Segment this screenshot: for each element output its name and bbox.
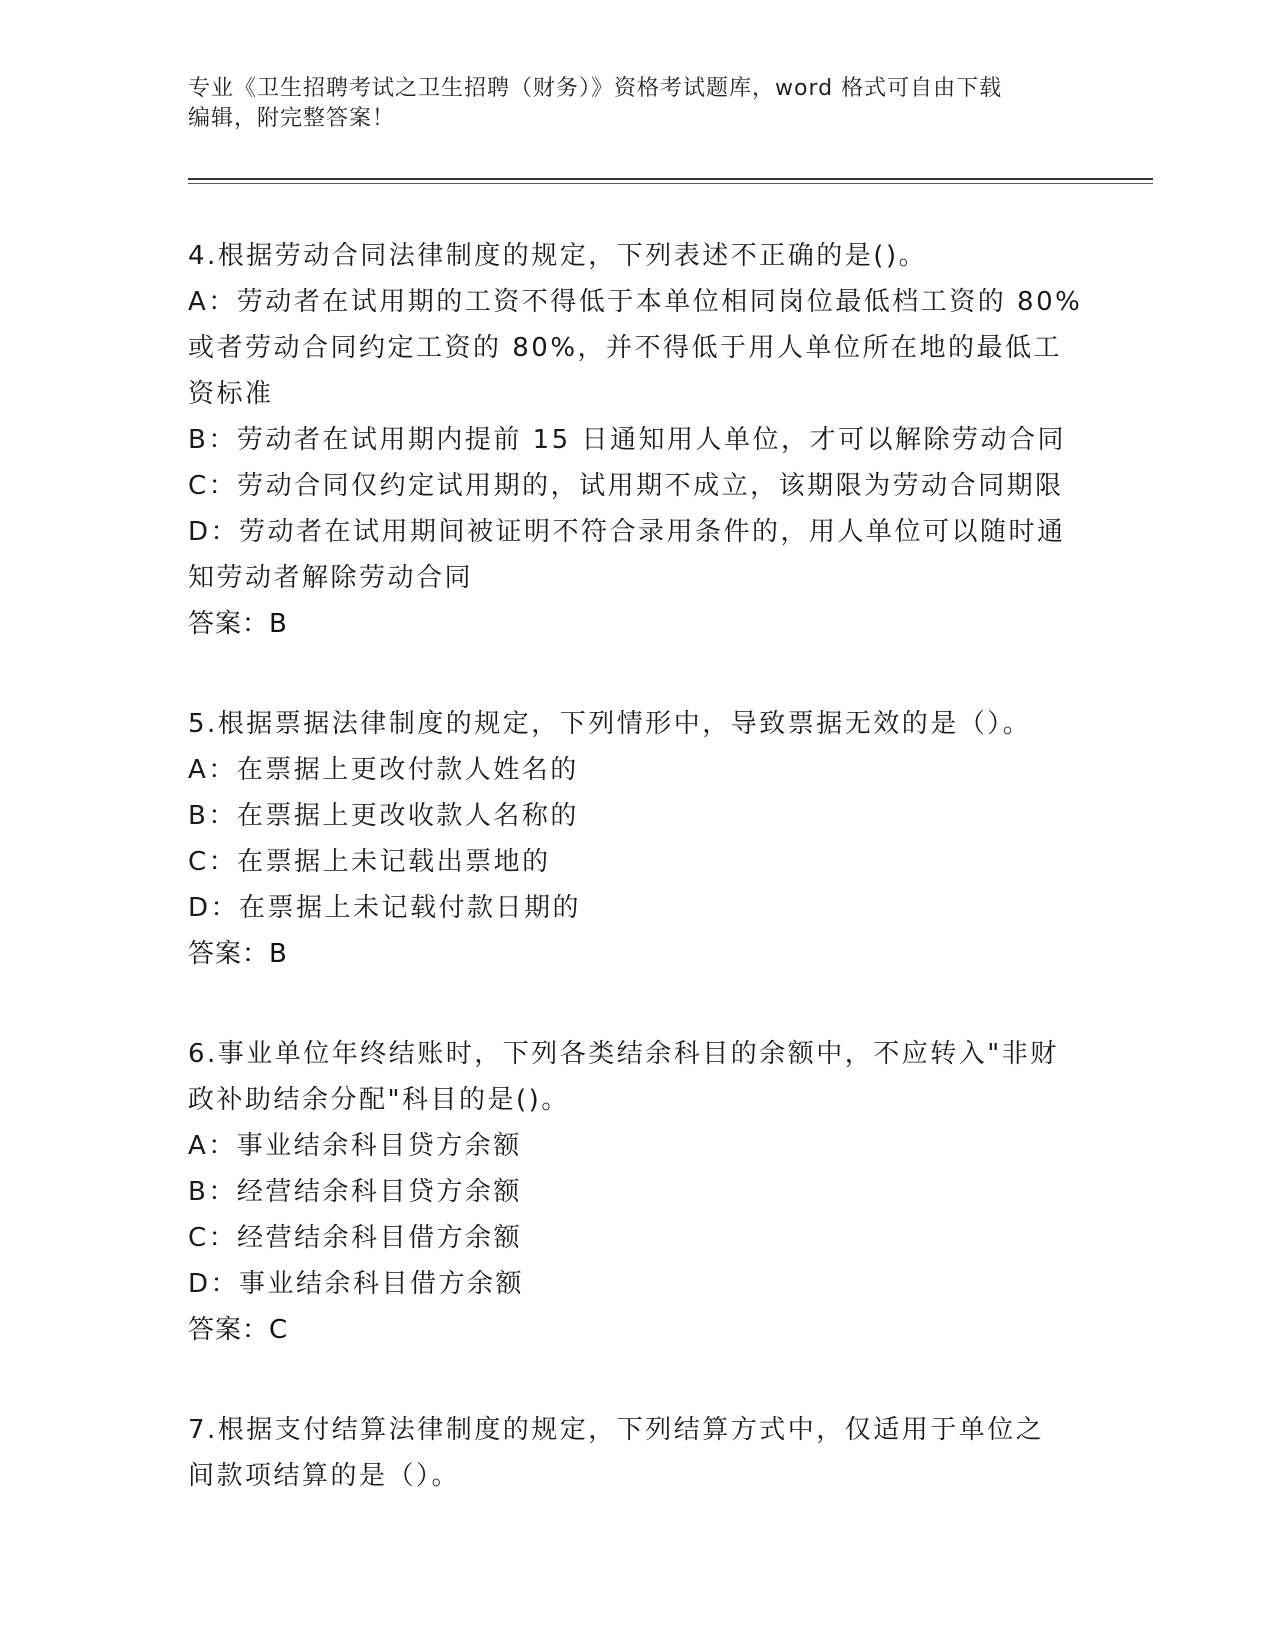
- option-d-line-1: D：劳动者在试用期间被证明不符合录用条件的，用人单位可以随时通: [188, 517, 1066, 547]
- option-d: D：在票据上未记载付款日期的: [188, 893, 582, 923]
- option-a-line-1: A：劳动者在试用期的工资不得低于本单位相同岗位最低档工资的 80%: [188, 287, 1083, 317]
- question-stem: 4.根据劳动合同法律制度的规定，下列表述不正确的是()。: [188, 241, 928, 271]
- question-5: [188, 701, 1088, 977]
- option-a: A：事业结余科目贷方余额: [188, 1131, 522, 1161]
- option-d-line-2: 知劳动者解除劳动合同: [188, 563, 474, 593]
- question-stem-line-2: 间款项结算的是（）。: [188, 1461, 461, 1491]
- question-7: [188, 1407, 1088, 1499]
- question-list: [188, 233, 1088, 1553]
- question-stem-line-1: 7.根据支付结算法律制度的规定，下列结算方式中，仅适用于单位之: [188, 1415, 1045, 1445]
- option-b: B：劳动者在试用期内提前 15 日通知用人单位，才可以解除劳动合同: [188, 425, 1066, 455]
- question-6: [188, 1031, 1088, 1353]
- question-stem-line-1: 6.事业单位年终结账时，下列各类结余科目的余额中，不应转入"非财: [188, 1039, 1059, 1069]
- document-header: [188, 74, 1088, 134]
- header-divider-thin: [188, 183, 1153, 184]
- question-stem-line-2: 政补助结余分配"科目的是()。: [188, 1085, 570, 1115]
- option-d: D：事业结余科目借方余额: [188, 1269, 525, 1299]
- answer: 答案：B: [188, 939, 288, 969]
- question-4: [188, 233, 1088, 647]
- option-b: B：经营结余科目贷方余额: [188, 1177, 522, 1207]
- question-stem: 5.根据票据法律制度的规定，下列情形中，导致票据无效的是（）。: [188, 709, 1032, 739]
- header-line-1: 专业《卫生招聘考试之卫生招聘（财务）》资格考试题库，word 格式可自由下载: [188, 76, 1003, 101]
- option-d: [188, 509, 1088, 601]
- option-a-line-2: 或者劳动合同约定工资的 80%，并不得低于用人单位所在地的最低工: [188, 333, 1063, 363]
- option-c: C：经营结余科目借方余额: [188, 1223, 523, 1253]
- header-line-2: 编辑，附完整答案！: [188, 106, 396, 131]
- option-a: A：在票据上更改付款人姓名的: [188, 755, 579, 785]
- option-c: C：劳动合同仅约定试用期的，试用期不成立，该期限为劳动合同期限: [188, 471, 1064, 501]
- header-divider-thick: [188, 178, 1153, 180]
- option-c: C：在票据上未记载出票地的: [188, 847, 551, 877]
- option-a-line-3: 资标准: [188, 379, 274, 409]
- option-a: [188, 279, 1088, 417]
- answer: 答案：B: [188, 609, 288, 639]
- option-b: B：在票据上更改收款人名称的: [188, 801, 579, 831]
- answer: 答案：C: [188, 1315, 289, 1345]
